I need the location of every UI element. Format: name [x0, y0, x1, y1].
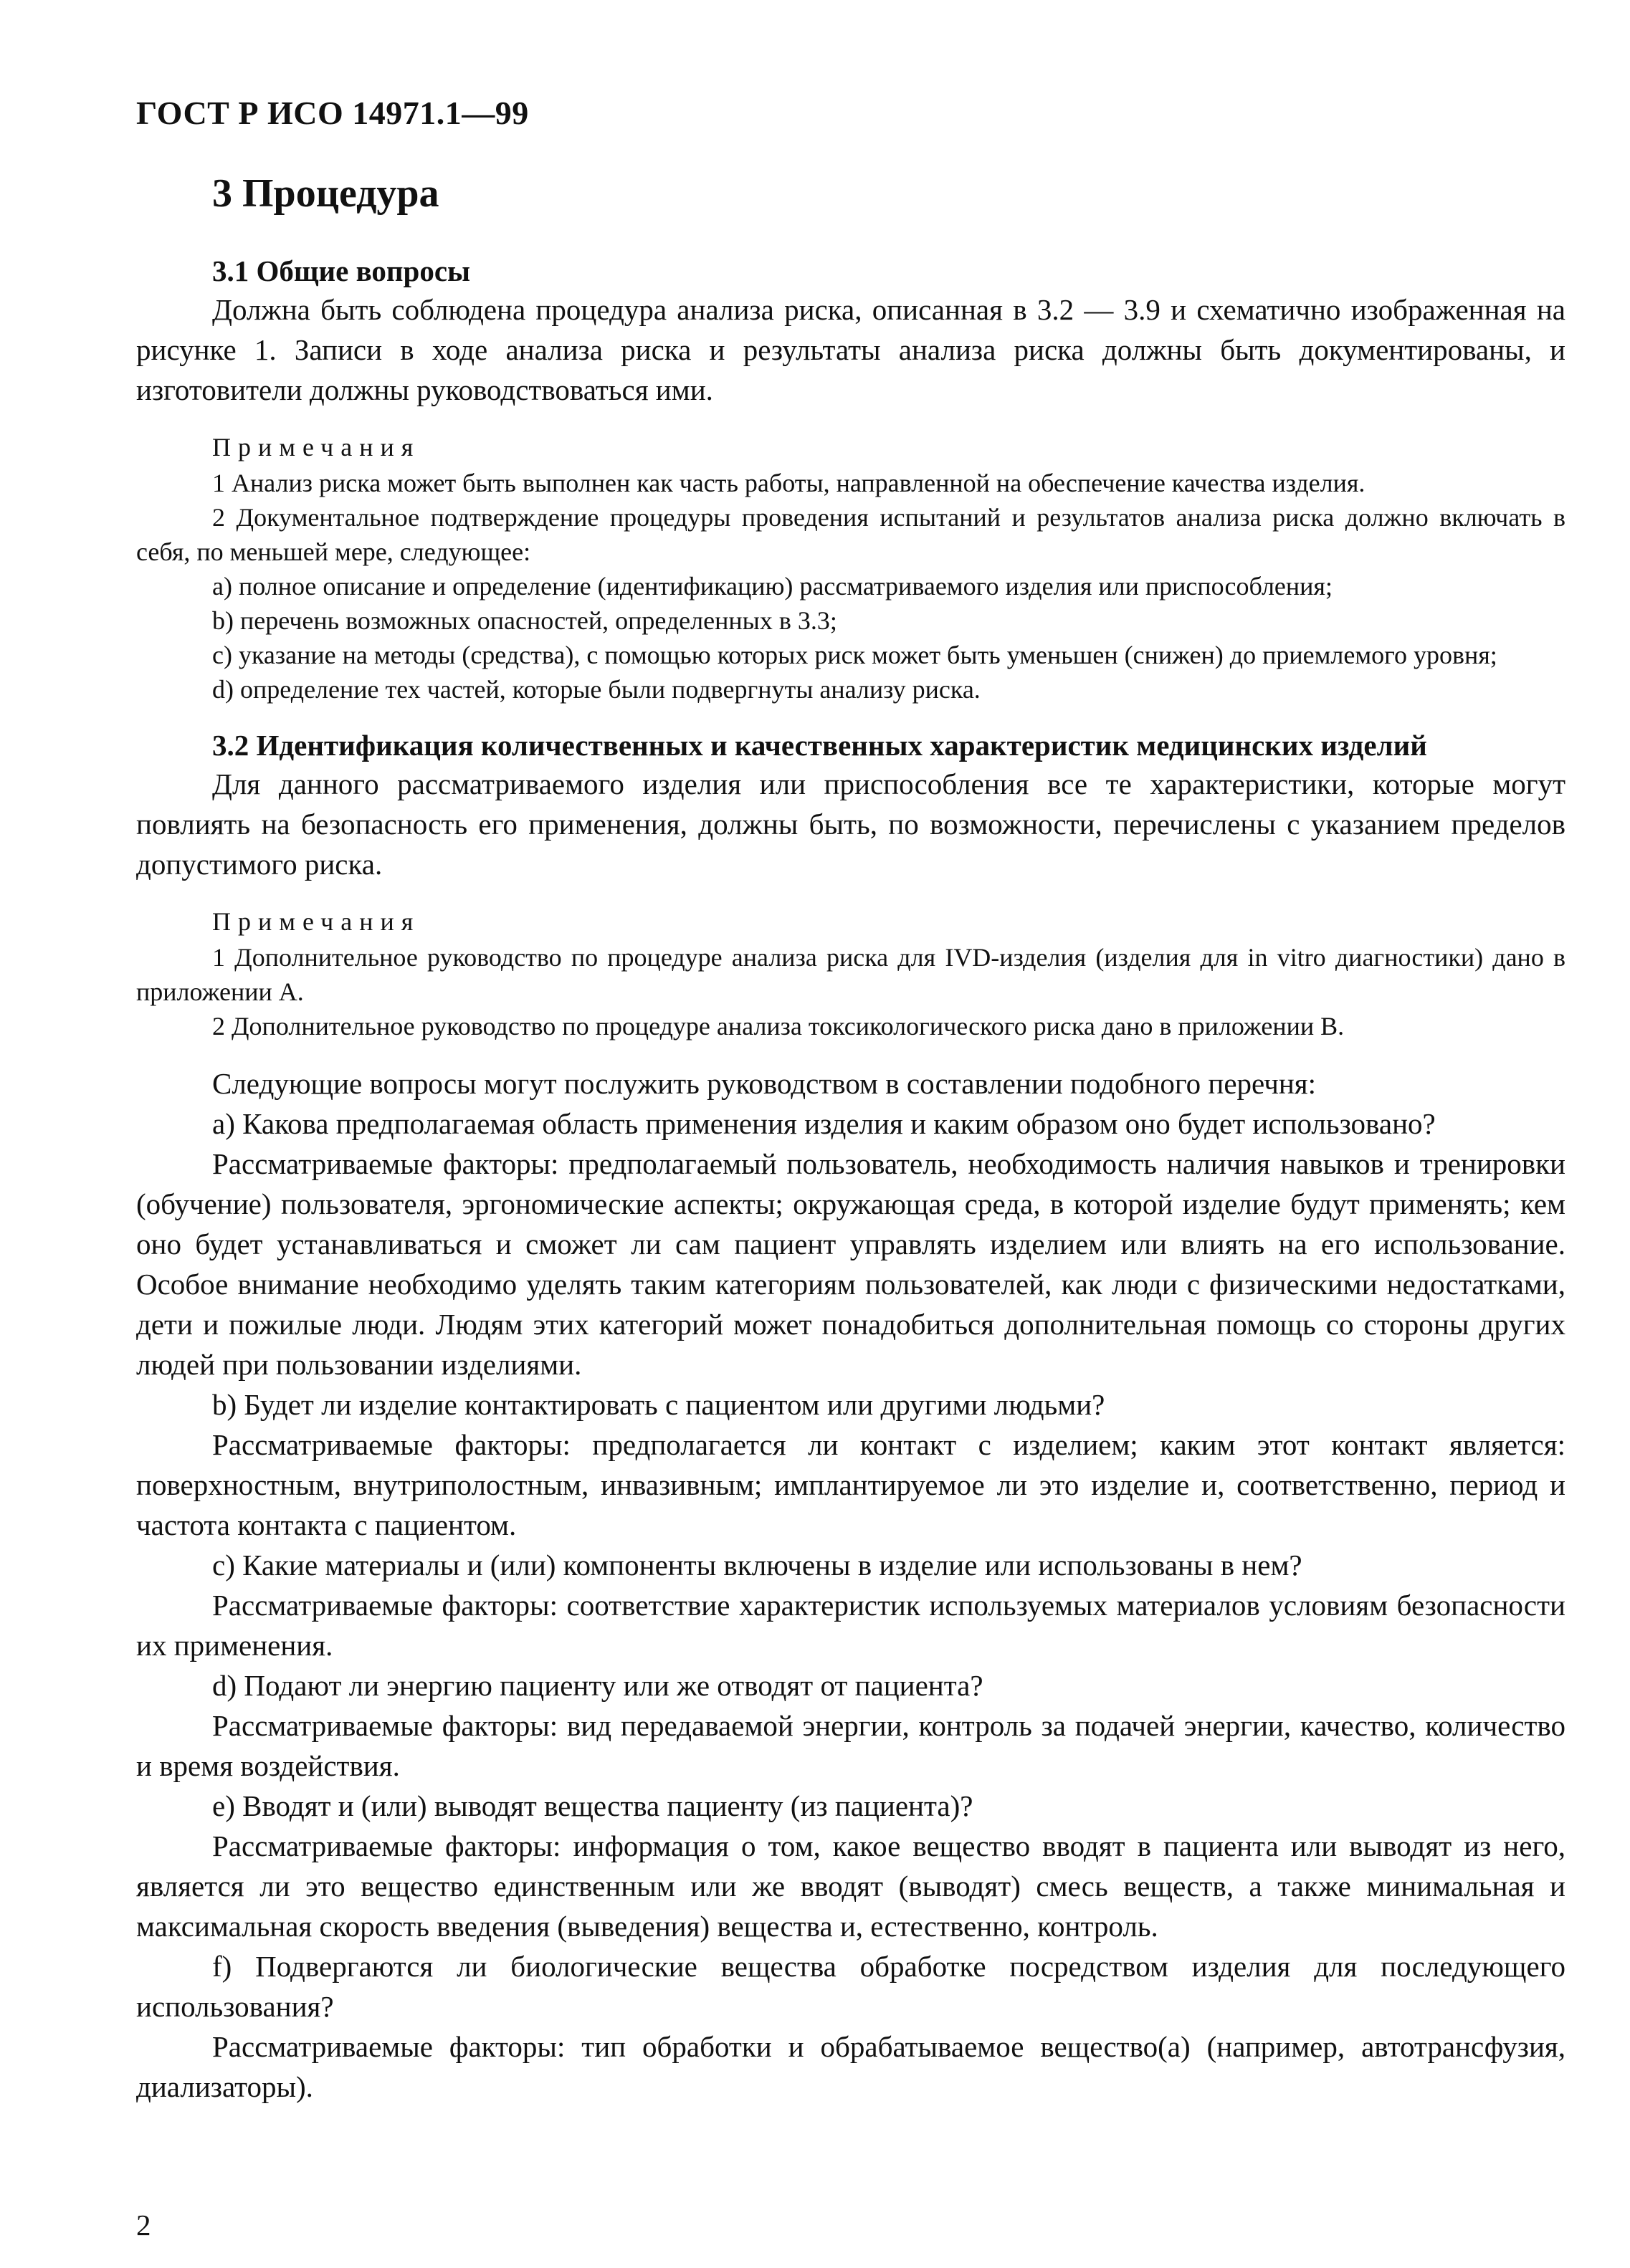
note-3-1-2d: d) определение тех частей, которые были подвергнуты анализу риска. [212, 675, 981, 704]
question-b: b) Будет ли изделие контактировать с пациентом или другими людьми? [212, 1388, 1105, 1421]
factors-a: Рассматриваемые факторы: предполагаемый пользователь, необходимость наличия навыков и тренировки (обучение) пользователя, эргономические аспекты; окружающая среда, в которой изделие будут применять; кем оно будет устанавливаться и сможет ли сам пациент управлять изделием или влиять на его использование. Особое внимание необходимо уделять таким категориям пользователей, как люди с физическими недостатками, дети и пожилые люди. Людям этих категорий может понадобиться дополнительная помощь со стороны других людей при пользовании изделиями. [136, 1147, 1565, 1381]
subsection-3-2-paragraph: Для данного рассматриваемого изделия или приспособления все те характеристики, которые могут повлиять на безопасность его применения, должны быть, по возможности, перечислены с указанием пределов допустимого риска. [136, 767, 1565, 881]
question-d: d) Подают ли энергию пациенту или же отводят от пациента? [212, 1669, 983, 1702]
section-title: 3 Процедура [212, 171, 439, 216]
standard-designation: ГОСТ Р ИСО 14971.1—99 [136, 95, 529, 131]
subsection-3-1-title: 3.1 Общие вопросы [212, 254, 471, 287]
list-intro: Следующие вопросы могут послужить руководством в составлении подобного перечня: [212, 1067, 1317, 1100]
note-3-2-2: 2 Дополнительное руководство по процедуре анализа токсикологического риска дано в приложении В. [212, 1012, 1345, 1040]
question-c: с) Какие материалы и (или) компоненты включены в изделие или использованы в нем? [212, 1549, 1302, 1582]
factors-b: Рассматриваемые факторы: предполагается ли контакт с изделием; каким этот контакт является: поверхностным, внутриполостным, инвазивным; имплантируемое ли это изделие и, соответственно, период и частота контакта с пациентом. [136, 1428, 1565, 1541]
note-3-1-2: 2 Документальное подтверждение процедуры проведения испытаний и результатов анализа риска должно включать в себя, по меньшей мере, следующее: [136, 503, 1565, 566]
page-number: 2 [136, 2209, 151, 2241]
subsection-3-1-paragraph: Должна быть соблюдена процедура анализа риска, описанная в 3.2 — 3.9 и схематично изображенная на рисунке 1. Записи в ходе анализа риска и результаты анализа риска должны быть документированы, и изготовители должны руководствоваться ими. [136, 293, 1565, 406]
note-3-1-2b: b) перечень возможных опасностей, определенных в 3.3; [212, 606, 837, 635]
note-3-1-1: 1 Анализ риска может быть выполнен как часть работы, направленной на обеспечение качества изделия. [212, 469, 1366, 497]
subsection-3-2-title: 3.2 Идентификация количественных и качественных характеристик медицинских изделий [212, 729, 1427, 762]
factors-c: Рассматриваемые факторы: соответствие характеристик используемых материалов условиям безопасности их применения. [136, 1589, 1565, 1662]
question-a: а) Какова предполагаемая область применения изделия и каким образом оно будет использовано? [212, 1107, 1436, 1140]
question-f: f) Подвергаются ли биологические вещества обработке посредством изделия для последующего использования? [136, 1950, 1565, 2023]
note-3-2-1: 1 Дополнительное руководство по процедуре анализа риска для IVD-изделия (изделия для in vitro диагностики) дано в приложении А. [136, 943, 1565, 1006]
note-3-1-2a: а) полное описание и определение (идентификацию) рассматриваемого изделия или приспособления; [212, 572, 1333, 601]
factors-d: Рассматриваемые факторы: вид передаваемой энергии, контроль за подачей энергии, качество, количество и время воздействия. [136, 1709, 1565, 1782]
notes-heading-3-1: Примечания [212, 433, 421, 461]
note-3-1-2c: с) указание на методы (средства), с помощью которых риск может быть уменьшен (снижен) до приемлемого уровня; [212, 641, 1497, 669]
factors-f: Рассматриваемые факторы: тип обработки и обрабатываемое вещество(а) (например, автотрансфузия, диализаторы). [136, 2030, 1565, 2103]
question-e: е) Вводят и (или) выводят вещества пациенту (из пациента)? [212, 1789, 973, 1822]
notes-heading-3-2: Примечания [212, 907, 421, 936]
factors-e: Рассматриваемые факторы: информация о том, какое вещество вводят в пациента или выводят из него, является ли это вещество единственным или же вводят (выводят) смесь веществ, а также минимальная и максимальная скорость введения (выведения) вещества и, естественно, контроль. [136, 1829, 1565, 1943]
document-page [136, 93, 1565, 2107]
